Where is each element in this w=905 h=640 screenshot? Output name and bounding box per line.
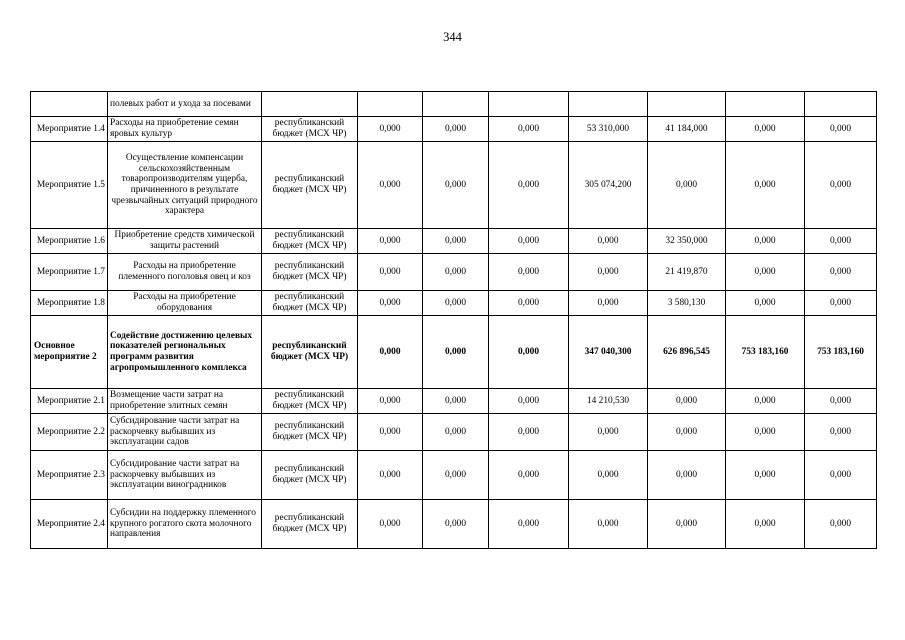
value-cell: 0,000 xyxy=(805,291,877,316)
value-cell: 0,000 xyxy=(489,142,569,229)
value-cell: 0,000 xyxy=(805,254,877,291)
value-cell: 0,000 xyxy=(489,414,569,451)
value-cell: 0,000 xyxy=(489,117,569,142)
value-cell: 0,000 xyxy=(805,389,877,414)
table-row xyxy=(31,389,877,414)
source-cell: республиканский бюджет (МСХ ЧР) xyxy=(262,500,358,549)
value-cell: 0,000 xyxy=(726,389,805,414)
value-cell xyxy=(805,92,877,117)
name-cell: Осуществление компенсации сельскохозяйственным товаропроизводителям ущерба, причиненного в результате чрезвычайных ситуаций природного характера xyxy=(108,142,262,229)
name-cell: Содействие достижению целевых показателей региональных программ развития агропромышленного комплекса xyxy=(108,316,262,389)
value-cell xyxy=(569,92,648,117)
value-cell: 626 896,545 xyxy=(648,316,726,389)
table-row xyxy=(31,142,877,229)
value-cell: 14 210,530 xyxy=(569,389,648,414)
value-cell: 0,000 xyxy=(358,389,423,414)
value-cell: 0,000 xyxy=(423,316,489,389)
table-row xyxy=(31,316,877,389)
value-cell: 0,000 xyxy=(805,229,877,254)
value-cell: 0,000 xyxy=(569,229,648,254)
value-cell: 0,000 xyxy=(726,414,805,451)
table-body xyxy=(31,92,877,549)
name-cell: Приобретение средств химической защиты растений xyxy=(108,229,262,254)
value-cell: 0,000 xyxy=(805,500,877,549)
value-cell: 0,000 xyxy=(423,229,489,254)
value-cell: 0,000 xyxy=(358,451,423,500)
table-row xyxy=(31,414,877,451)
value-cell: 3 580,130 xyxy=(648,291,726,316)
measure-cell: Мероприятие 2.1 xyxy=(31,389,108,414)
value-cell: 0,000 xyxy=(358,254,423,291)
value-cell: 0,000 xyxy=(358,500,423,549)
value-cell: 0,000 xyxy=(423,451,489,500)
source-cell: республиканский бюджет (МСХ ЧР) xyxy=(262,117,358,142)
value-cell: 0,000 xyxy=(489,291,569,316)
measure-cell: Мероприятие 2.2 xyxy=(31,414,108,451)
name-cell: полевых работ и ухода за посевами xyxy=(108,92,262,117)
budget-table xyxy=(30,91,877,549)
value-cell: 0,000 xyxy=(358,229,423,254)
value-cell: 0,000 xyxy=(569,414,648,451)
value-cell xyxy=(489,92,569,117)
value-cell: 0,000 xyxy=(726,254,805,291)
value-cell: 753 183,160 xyxy=(805,316,877,389)
value-cell: 0,000 xyxy=(569,291,648,316)
value-cell xyxy=(726,92,805,117)
value-cell: 0,000 xyxy=(648,451,726,500)
value-cell: 53 310,000 xyxy=(569,117,648,142)
source-cell: республиканский бюджет (МСХ ЧР) xyxy=(262,291,358,316)
value-cell: 0,000 xyxy=(489,451,569,500)
value-cell: 753 183,160 xyxy=(726,316,805,389)
measure-cell: Мероприятие 1.5 xyxy=(31,142,108,229)
measure-cell: Мероприятие 1.7 xyxy=(31,254,108,291)
value-cell: 0,000 xyxy=(423,142,489,229)
value-cell: 0,000 xyxy=(726,117,805,142)
measure-cell: Мероприятие 1.6 xyxy=(31,229,108,254)
name-cell: Субсидирование части затрат на раскорчевку выбывших из эксплуатации садов xyxy=(108,414,262,451)
table-row xyxy=(31,291,877,316)
value-cell: 0,000 xyxy=(805,451,877,500)
source-cell: республиканский бюджет (МСХ ЧР) xyxy=(262,414,358,451)
value-cell: 0,000 xyxy=(423,414,489,451)
value-cell: 0,000 xyxy=(489,229,569,254)
value-cell: 0,000 xyxy=(423,254,489,291)
table-row xyxy=(31,500,877,549)
measure-cell: Основное мероприятие 2 xyxy=(31,316,108,389)
page-number: 344 xyxy=(443,30,462,44)
value-cell: 0,000 xyxy=(805,414,877,451)
value-cell xyxy=(358,92,423,117)
name-cell: Расходы на приобретение оборудования xyxy=(108,291,262,316)
value-cell: 0,000 xyxy=(726,142,805,229)
source-cell: республиканский бюджет (МСХ ЧР) xyxy=(262,229,358,254)
table-row xyxy=(31,254,877,291)
value-cell: 0,000 xyxy=(358,316,423,389)
value-cell: 0,000 xyxy=(569,500,648,549)
value-cell: 0,000 xyxy=(726,500,805,549)
value-cell xyxy=(648,92,726,117)
value-cell: 0,000 xyxy=(648,389,726,414)
source-cell: республиканский бюджет (МСХ ЧР) xyxy=(262,451,358,500)
value-cell: 21 419,870 xyxy=(648,254,726,291)
measure-cell: Мероприятие 1.8 xyxy=(31,291,108,316)
value-cell: 347 040,300 xyxy=(569,316,648,389)
measure-cell: Мероприятие 2.3 xyxy=(31,451,108,500)
value-cell: 0,000 xyxy=(489,254,569,291)
name-cell: Возмещение части затрат на приобретение элитных семян xyxy=(108,389,262,414)
value-cell: 0,000 xyxy=(648,500,726,549)
value-cell: 0,000 xyxy=(489,316,569,389)
value-cell: 0,000 xyxy=(358,142,423,229)
value-cell xyxy=(423,92,489,117)
source-cell xyxy=(262,92,358,117)
name-cell: Субсидии на поддержку племенного крупного рогатого скота молочного направления xyxy=(108,500,262,549)
measure-cell: Мероприятие 1.4 xyxy=(31,117,108,142)
value-cell: 0,000 xyxy=(358,414,423,451)
source-cell: республиканский бюджет (МСХ ЧР) xyxy=(262,254,358,291)
measure-cell xyxy=(31,92,108,117)
name-cell: Расходы на приобретение племенного поголовья овец и коз xyxy=(108,254,262,291)
value-cell: 0,000 xyxy=(423,291,489,316)
value-cell: 0,000 xyxy=(423,389,489,414)
value-cell: 0,000 xyxy=(569,451,648,500)
value-cell: 0,000 xyxy=(726,229,805,254)
value-cell: 0,000 xyxy=(423,117,489,142)
measure-cell: Мероприятие 2.4 xyxy=(31,500,108,549)
table-row xyxy=(31,229,877,254)
value-cell: 0,000 xyxy=(648,414,726,451)
value-cell: 0,000 xyxy=(726,291,805,316)
table-row xyxy=(31,117,877,142)
source-cell: республиканский бюджет (МСХ ЧР) xyxy=(262,389,358,414)
value-cell: 0,000 xyxy=(805,117,877,142)
source-cell: республиканский бюджет (МСХ ЧР) xyxy=(262,316,358,389)
table-row xyxy=(31,92,877,117)
value-cell: 0,000 xyxy=(358,117,423,142)
value-cell: 32 350,000 xyxy=(648,229,726,254)
name-cell: Субсидирование части затрат на раскорчевку выбывших из эксплуатации виноградников xyxy=(108,451,262,500)
value-cell: 41 184,000 xyxy=(648,117,726,142)
value-cell: 0,000 xyxy=(489,500,569,549)
name-cell: Расходы на приобретение семян яровых культур xyxy=(108,117,262,142)
source-cell: республиканский бюджет (МСХ ЧР) xyxy=(262,142,358,229)
table-row xyxy=(31,451,877,500)
value-cell: 0,000 xyxy=(423,500,489,549)
value-cell: 0,000 xyxy=(805,142,877,229)
value-cell: 0,000 xyxy=(569,254,648,291)
value-cell: 0,000 xyxy=(726,451,805,500)
value-cell: 0,000 xyxy=(358,291,423,316)
value-cell: 0,000 xyxy=(489,389,569,414)
value-cell: 305 074,200 xyxy=(569,142,648,229)
value-cell: 0,000 xyxy=(648,142,726,229)
